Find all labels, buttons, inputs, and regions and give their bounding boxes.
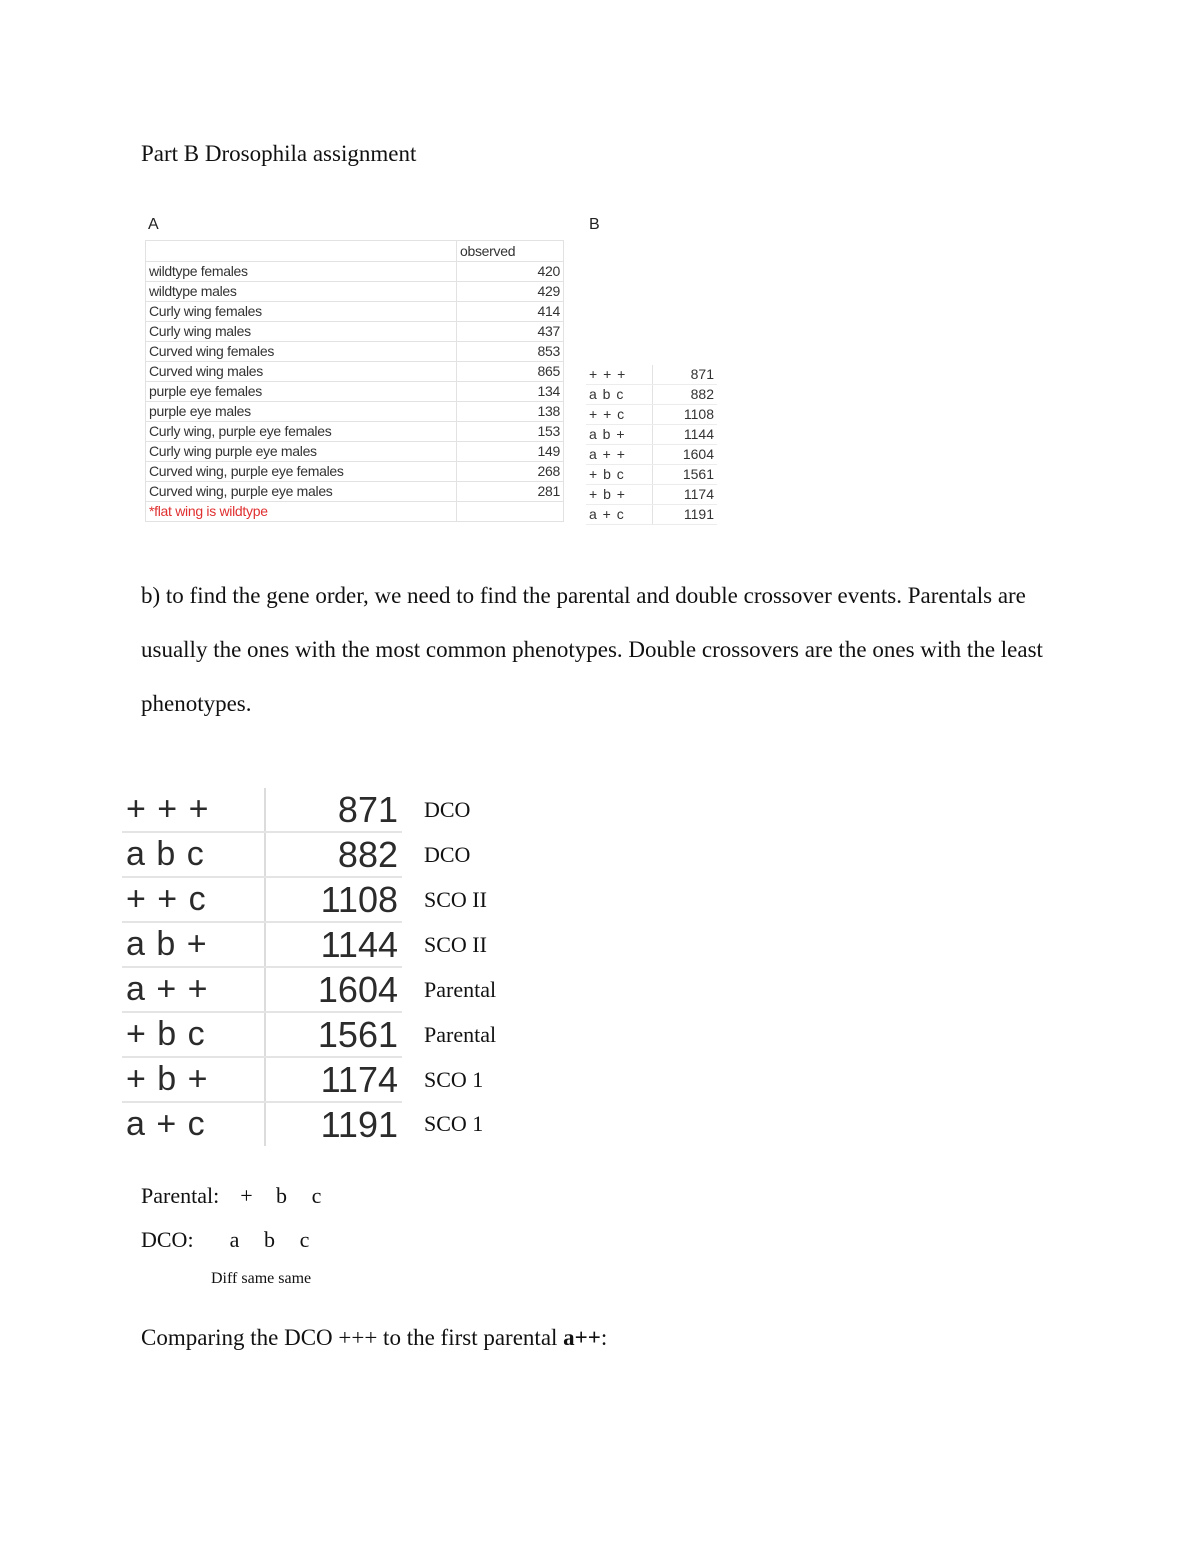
phenotype-cell: Curved wing females: [146, 342, 457, 362]
table-row: [586, 385, 717, 405]
allele: c: [299, 1227, 310, 1252]
genotype-cell: + + c: [122, 877, 265, 922]
table-row: [586, 485, 717, 505]
count-cell: 871: [265, 788, 402, 832]
gene-order-explanation: b) to find the gene order, we need to find the parental and double crossover events. Parentals are usually the ones with the most common phenotypes. Double crossovers are the ones with the least phenotypes.: [141, 583, 1043, 716]
count-cell: 1174: [265, 1057, 402, 1102]
class-label: Parental: [424, 976, 497, 1002]
count-cell: 1144: [265, 922, 402, 967]
class-label: Parental: [424, 1021, 497, 1047]
table-row: [146, 262, 564, 282]
phenotype-cell: Curly wing females: [146, 302, 457, 322]
count-cell: 1604: [265, 967, 402, 1012]
table-row: [146, 442, 564, 462]
table-b-label: B: [589, 216, 600, 233]
genotype-counts-table: [586, 365, 717, 525]
table-row: [146, 342, 564, 362]
genotype-cell: + + +: [122, 788, 265, 832]
table-row: [122, 877, 496, 922]
table-row: [146, 382, 564, 402]
count-cell: 153: [457, 422, 564, 442]
table-row: [122, 1102, 496, 1146]
comparing-text-start: Comparing the DCO +++ to the first parental: [141, 1325, 564, 1350]
phenotype-cell: wildtype females: [146, 262, 457, 282]
wildtype-note: *flat wing is wildtype: [146, 502, 457, 522]
count-cell: 420: [457, 262, 564, 282]
count-cell: 437: [457, 322, 564, 342]
table-row: [146, 241, 564, 262]
count-cell: 1561: [265, 1012, 402, 1057]
genotype-cell: + b +: [586, 485, 653, 505]
genotype-cell: a b c: [586, 385, 653, 405]
count-cell: 1604: [653, 445, 718, 465]
count-cell: 871: [653, 365, 718, 385]
phenotype-cell: Curly wing, purple eye females: [146, 422, 457, 442]
allele: b: [276, 1183, 287, 1208]
allele: a: [229, 1227, 240, 1252]
allele: c: [311, 1183, 322, 1208]
crossover-classification-table: [122, 788, 496, 1146]
count-cell: 281: [457, 482, 564, 502]
observed-counts-table: [145, 240, 564, 522]
genotype-cell: a b +: [122, 922, 265, 967]
table-row: [146, 502, 564, 522]
parental-line: [141, 1183, 334, 1209]
count-cell: 429: [457, 282, 564, 302]
class-label: SCO II: [424, 931, 487, 957]
allele: b: [264, 1227, 275, 1252]
class-label: SCO II: [424, 886, 487, 912]
genotype-cell: a + c: [122, 1102, 265, 1146]
count-cell: 414: [457, 302, 564, 322]
phenotype-cell: Curly wing males: [146, 322, 457, 342]
genotype-cell: + + c: [586, 405, 653, 425]
table-a-label: A: [148, 216, 159, 233]
allele: +: [240, 1183, 253, 1208]
genotype-cell: a + c: [586, 505, 653, 525]
genotype-cell: + b c: [122, 1012, 265, 1057]
genotype-cell: + b +: [122, 1057, 265, 1102]
table-row: [586, 425, 717, 445]
table-row: [122, 788, 496, 832]
comparing-text-bold: a++: [563, 1325, 601, 1350]
genotype-cell: + b c: [586, 465, 653, 485]
class-label: SCO 1: [424, 1111, 484, 1136]
count-cell: 149: [457, 442, 564, 462]
count-cell: 1561: [653, 465, 718, 485]
table-row: [586, 405, 717, 425]
phenotype-cell: Curved wing males: [146, 362, 457, 382]
count-cell: 1108: [265, 877, 402, 922]
table-row: [146, 482, 564, 502]
table-row: [122, 832, 496, 877]
table-row: [146, 322, 564, 342]
table-row: [122, 1057, 496, 1102]
dco-label: DCO:: [141, 1227, 194, 1252]
count-cell: 268: [457, 462, 564, 482]
dco-line: [141, 1227, 322, 1253]
count-cell: 1144: [653, 425, 718, 445]
phenotype-cell: purple eye males: [146, 402, 457, 422]
table-row: [122, 922, 496, 967]
count-cell: 882: [265, 832, 402, 877]
table-row: [146, 362, 564, 382]
document-title: Part B Drosophila assignment: [141, 141, 417, 166]
parental-label: Parental:: [141, 1183, 220, 1208]
phenotype-cell: Curly wing purple eye males: [146, 442, 457, 462]
phenotype-cell: Curved wing, purple eye males: [146, 482, 457, 502]
comparing-text: [141, 1325, 607, 1351]
table-row: [146, 422, 564, 442]
table-row: [122, 1012, 496, 1057]
class-label: DCO: [424, 841, 471, 867]
diff-same-note: Diff same same: [211, 1270, 312, 1287]
table-row: [122, 967, 496, 1012]
phenotype-cell: wildtype males: [146, 282, 457, 302]
count-cell: 1191: [653, 505, 718, 525]
phenotype-cell: Curved wing, purple eye females: [146, 462, 457, 482]
table-cell: [146, 241, 457, 262]
count-cell: 882: [653, 385, 718, 405]
genotype-cell: a b +: [586, 425, 653, 445]
phenotype-cell: purple eye females: [146, 382, 457, 402]
table-row: [586, 445, 717, 465]
class-label: SCO 1: [424, 1066, 484, 1092]
class-label: DCO: [424, 797, 471, 822]
table-row: [586, 365, 717, 385]
count-cell: 865: [457, 362, 564, 382]
count-cell: 138: [457, 402, 564, 422]
genotype-cell: a + +: [122, 967, 265, 1012]
genotype-cell: a b c: [122, 832, 265, 877]
table-row: [586, 465, 717, 485]
observed-header: observed: [457, 241, 564, 262]
table-row: [146, 462, 564, 482]
table-cell: [457, 502, 564, 522]
count-cell: 134: [457, 382, 564, 402]
count-cell: 1108: [653, 405, 718, 425]
count-cell: 1191: [320, 1103, 398, 1145]
table-row: [586, 505, 717, 525]
genotype-cell: a + +: [586, 445, 653, 465]
count-cell: 853: [457, 342, 564, 362]
table-row: [146, 302, 564, 322]
table-row: [146, 282, 564, 302]
count-cell: 1174: [653, 485, 718, 505]
comparing-text-end: :: [600, 1325, 608, 1350]
genotype-cell: + + +: [586, 365, 653, 385]
table-row: [146, 402, 564, 422]
